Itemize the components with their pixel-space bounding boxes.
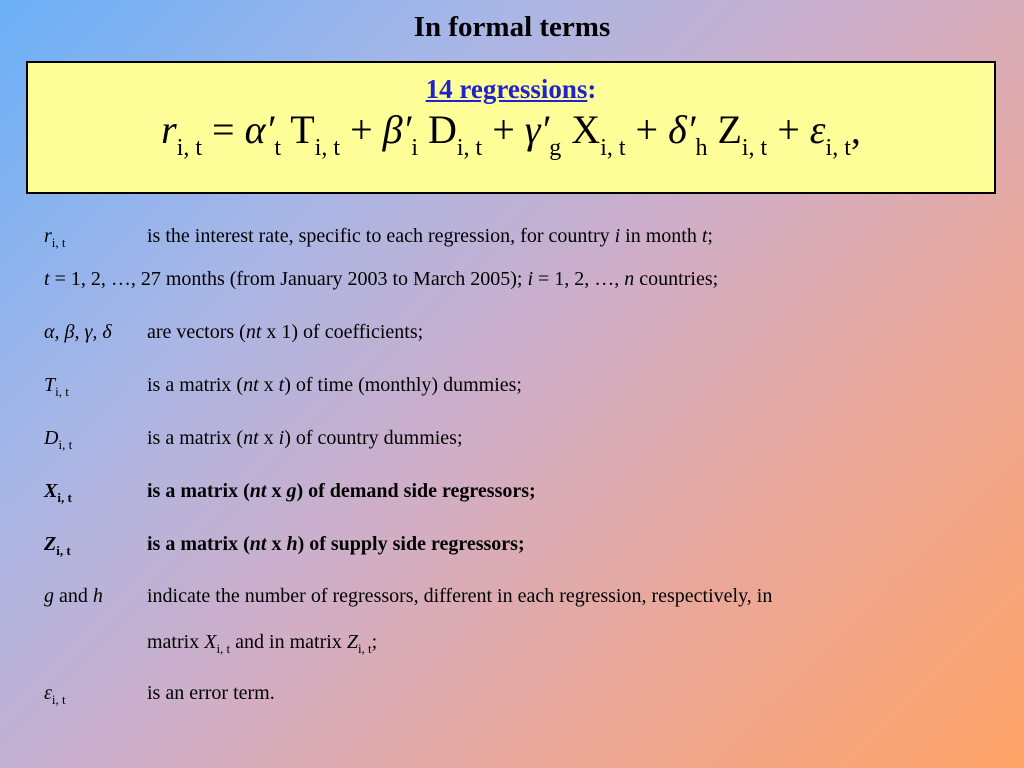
def-description: is an error term. — [147, 682, 275, 704]
def-description: matrix $X_{i, t}$ and in matrix $Z_{i, t}$; — [147, 631, 378, 656]
formula-delta-sub: h — [695, 135, 708, 161]
def-description: is a matrix (nt x t) of time (monthly) dummies; — [147, 374, 522, 396]
def-symbol: $\varepsilon_{i, t}$ — [44, 682, 66, 707]
formula-T: T — [281, 107, 315, 152]
regressions-link[interactable]: 14 regressions — [425, 74, 588, 104]
formula-epsilon-sub: i, t — [825, 135, 851, 161]
formula-plus-2: + — [482, 107, 525, 152]
formula-T-sub: i, t — [314, 135, 341, 161]
def-description: is a matrix (nt x h) of supply side regressors; — [147, 533, 525, 555]
formula-r-sub: i, t — [176, 135, 203, 161]
def-symbol: $Z_{i, t}$ — [44, 533, 71, 558]
formula-comma: , — [850, 107, 861, 152]
formula-D-sub: i, t — [456, 135, 483, 161]
formula-plus-4: + — [767, 107, 810, 152]
def-symbol: $r_{i, t}$ — [44, 225, 66, 250]
slide-title: In formal terms — [413, 11, 611, 43]
formula-gamma: γ′ — [524, 107, 550, 152]
formula-plus-3: + — [625, 107, 669, 152]
def-description: is the interest rate, specific to each regression, for country i in month t; — [147, 225, 713, 247]
formula-alpha-sub: t — [274, 135, 282, 161]
formula-beta-sub: i — [411, 135, 418, 161]
formula-X-sub: i, t — [600, 135, 626, 161]
formula-Z: Z — [707, 107, 742, 152]
formula-alpha: α′ — [244, 107, 275, 152]
formula-r: r — [161, 107, 177, 152]
def-description: t = 1, 2, …, 27 months (from January 2003 to March 2005); i = 1, 2, …, n countries; — [44, 268, 719, 290]
formula-X: X — [561, 107, 601, 152]
formula-Z-sub: i, t — [741, 135, 768, 161]
formula-delta: δ′ — [668, 107, 696, 152]
formula-plus-1: + — [340, 107, 383, 152]
def-symbol: $T_{i, t}$ — [44, 374, 69, 399]
def-description: indicate the number of regressors, different in each regression, respectively, in — [147, 585, 773, 607]
formula-gamma-sub: g — [549, 135, 562, 161]
formula-epsilon: ε — [809, 107, 826, 152]
def-symbol: $X_{i, t}$ — [44, 480, 72, 505]
formula-beta: β′ — [382, 107, 412, 152]
def-symbol: g and h — [44, 585, 103, 607]
def-description: is a matrix (nt x g) of demand side regressors; — [147, 480, 536, 502]
formula-equals: = — [202, 107, 245, 152]
def-description: is a matrix (nt x i) of country dummies; — [147, 427, 463, 449]
def-symbol: α, β, γ, δ — [44, 321, 112, 343]
formula-D: D — [417, 107, 457, 152]
heading-colon: : — [587, 74, 597, 104]
def-description: are vectors (nt x 1) of coefficients; — [147, 321, 424, 343]
def-symbol: $D_{i, t}$ — [44, 427, 73, 452]
